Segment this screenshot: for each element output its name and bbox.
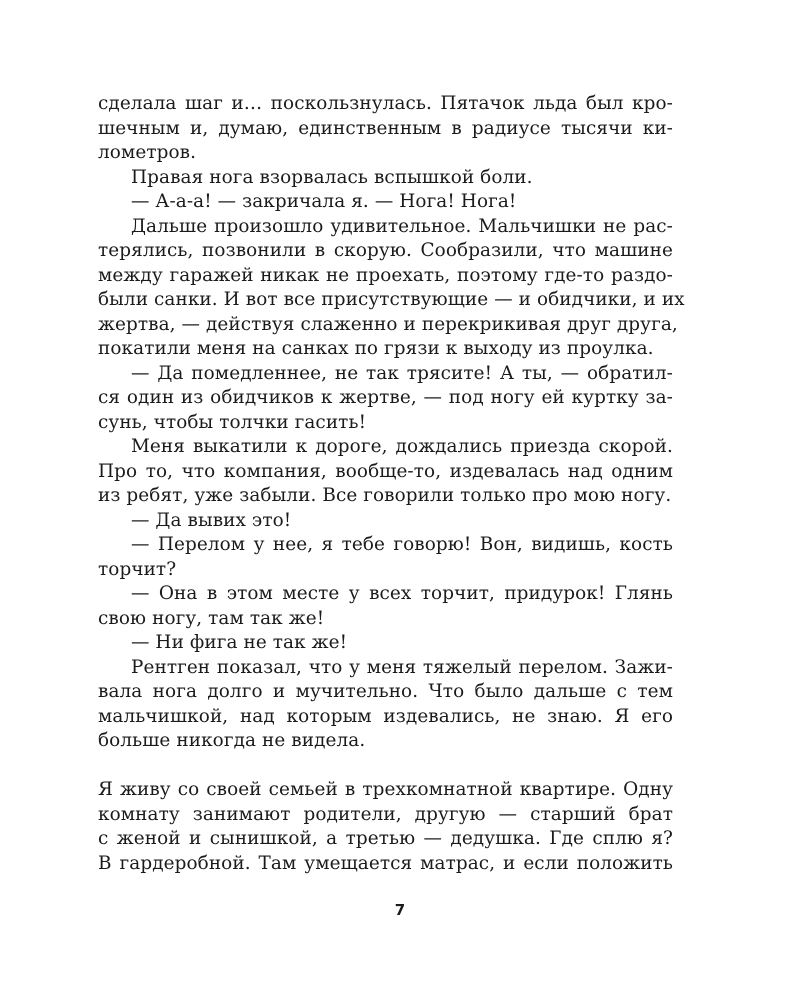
text-line: комнату занимают родители, другую — старший брат xyxy=(98,803,673,825)
text-line: Про то, что компания, вообще-то, издевалась над одним xyxy=(98,460,673,482)
text-line: свою ногу, там так же! xyxy=(98,607,325,629)
text-line: были санки. И вот все присутствующие — и обидчики, и их xyxy=(98,289,685,310)
text-line: с женой и сынишкой, а третью — дедушка. Где сплю я? xyxy=(98,828,673,849)
text-line: мальчишкой, над которым издевались, не знаю. Я его xyxy=(98,705,673,727)
text-line: — Да вывих это! xyxy=(131,509,292,531)
section-break xyxy=(98,754,673,779)
text-line: — Ни фига не так же! xyxy=(131,632,348,653)
text-line: больше никогда не видела. xyxy=(98,730,366,751)
text-line: ся один из обидчиков к жертве, — под ногу ей куртку за- xyxy=(98,387,673,408)
text-line: жертва, — действуя слаженно и перекрикивая друг друга, xyxy=(98,313,678,335)
page-text xyxy=(98,92,685,876)
text-line: сунь, чтобы толчки гасить! xyxy=(98,411,367,433)
text-line: — Она в этом месте у всех торчит, придурок! Глянь xyxy=(131,583,673,604)
text-line: В гардеробной. Там умещается матрас, и если положить xyxy=(98,852,673,874)
text-line: шечным и, думаю, единственным в радиусе тысячи ки- xyxy=(98,117,673,139)
text-line: из ребят, уже забыли. Все говорили только про мою ногу. xyxy=(98,485,672,506)
page-number: 7 xyxy=(394,901,406,919)
text-line: — Перелом у нее, я тебе говорю! Вон, видишь, кость xyxy=(131,534,673,555)
text-line: терялись, позвонили в скорую. Сообразили, что машине xyxy=(98,240,673,261)
text-line: между гаражей никак не проехать, поэтому где-то раздо- xyxy=(98,264,673,286)
text-line: — Да помедленнее, не так трясите! А ты, — обратил- xyxy=(131,362,673,384)
text-line: — А-а-а! — закричала я. — Нога! Нога! xyxy=(131,191,517,212)
text-line: покатили меня на санках по грязи к выходу из проулка. xyxy=(98,338,654,359)
text-line: Рентген показал, что у меня тяжелый перелом. Зажи- xyxy=(131,656,673,678)
text-line: Правая нога взорвалась вспышкой боли. xyxy=(131,166,533,188)
text-line: торчит? xyxy=(98,558,177,580)
text-line: лометров. xyxy=(98,142,197,163)
text-line: сделала шаг и… поскользнулась. Пятачок льда был кро- xyxy=(98,93,673,114)
text-line: Дальше произошло удивительное. Мальчишки не рас- xyxy=(131,215,673,237)
text-line: вала нога долго и мучительно. Что было дальше с тем xyxy=(98,681,673,702)
text-line: Я живу со своей семьей в трехкомнатной квартире. Одну xyxy=(98,779,673,800)
text-line: Меня выкатили к дороге, дождались приезда скорой. xyxy=(131,436,673,457)
